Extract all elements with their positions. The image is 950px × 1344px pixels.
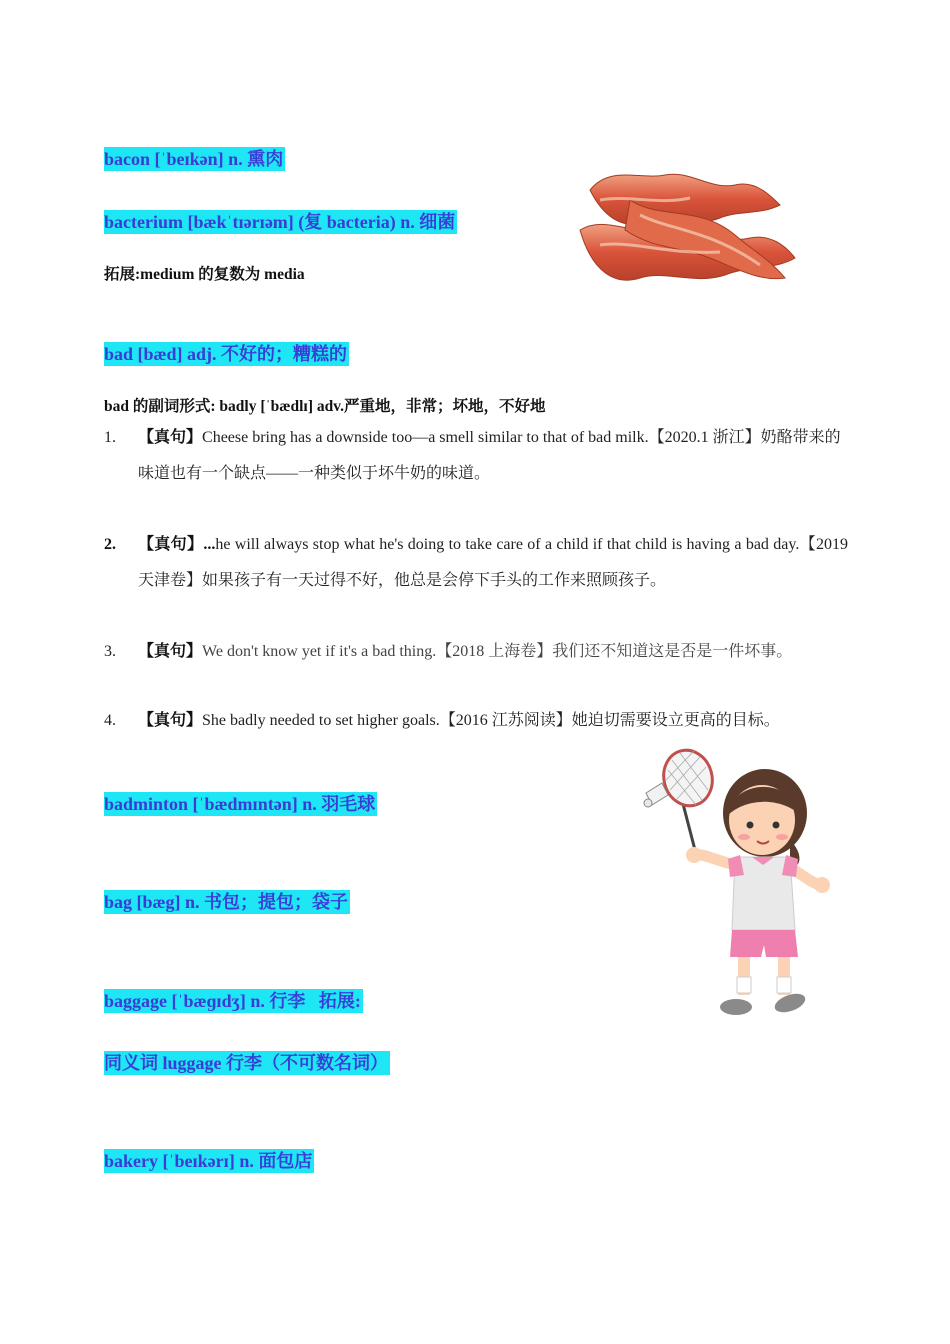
entry-bacon: bacon [ˈbeɪkən] n. 熏肉 [104, 149, 284, 169]
note-bad: bad 的副词形式: badly [ˈbædlɪ] adv.严重地，非常；坏地，不好地 [104, 398, 546, 415]
example-tag: 【真句】 [138, 712, 203, 729]
example-tag: 【真句】 [138, 643, 203, 660]
entry-bad: bad [bæd] adj. 不好的；糟糕的 [104, 344, 348, 364]
example-number: 3. [104, 643, 116, 660]
example-sentence: She badly needed to set higher goals.【2016 江苏阅读】她迫切需要设立更高的目标。 [202, 712, 780, 729]
example-sentence: We don't know yet if it's a bad thing.【2018 上海卷】我们还不知道这是否是一件坏事。 [202, 643, 793, 660]
badminton-player-illustration [640, 745, 835, 1020]
note-baggage: 同义词 luggage 行李（不可数名词） [104, 1053, 388, 1073]
example-tag: 【真句】... [138, 536, 216, 553]
entry-baggage: baggage [ˈbæɡɪdʒ] n. 行李 拓展: [104, 991, 361, 1011]
example-sentence: Cheese bring has a downside too—a smell similar to that of bad milk.【2020.1 浙江】奶酪带来的味道也有一个缺点——一种类似于坏牛奶的味道。 [138, 429, 841, 482]
example-text [138, 634, 848, 670]
bacon-illustration [570, 160, 802, 292]
example-text [138, 527, 848, 599]
entry-bacterium: bacterium [bækˈtɪərɪəm] (复 bacteria) n. 细菌 [104, 212, 456, 232]
example-number: 1. [104, 429, 116, 446]
example-number: 2. [104, 536, 116, 553]
example-text [138, 703, 848, 739]
note-bacterium: 拓展:medium 的复数为 media [104, 266, 305, 283]
example-text [138, 420, 848, 492]
entry-badminton: badminton [ˈbædmɪntən] n. 羽毛球 [104, 794, 376, 814]
entry-bakery: bakery [ˈbeɪkərɪ] n. 面包店 [104, 1151, 313, 1171]
example-tag: 【真句】 [138, 429, 203, 446]
example-number: 4. [104, 712, 116, 729]
entry-bag: bag [bæg] n. 书包；提包；袋子 [104, 892, 349, 912]
example-sentence: he will always stop what he's doing to take care of a child if that child is having a bad day.【2019 天津卷】如果孩子有一天过得不好，他总是会停下手头的工作来照顾孩子。 [138, 536, 848, 589]
